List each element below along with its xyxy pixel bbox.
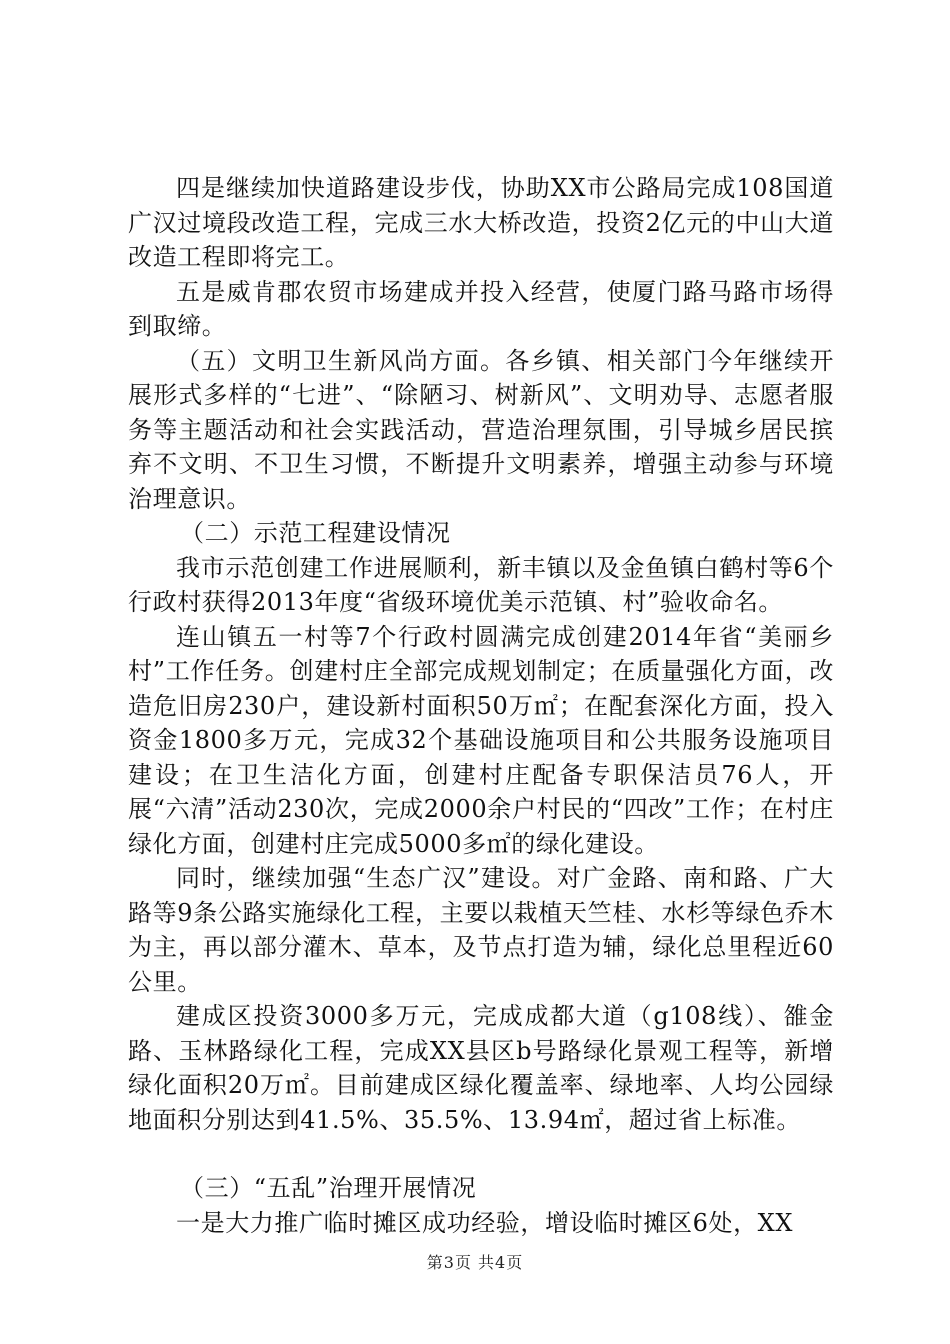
section-heading-demonstration-projects: （二）示范工程建设情况	[180, 519, 451, 547]
paragraph-built-area-greening: 建成区投资3000多万元，完成成都大道（g108线）、雒金路、玉林路绿化工程，完成XX县区b号路绿化景观工程等，新增绿化面积20万㎡。目前建成区绿化覆盖率、绿地率、人均公园绿地面积分别达到41.5%、35.5%、13.94㎡，超过省上标准。	[128, 1002, 834, 1134]
paragraph-demonstration-progress: 我市示范创建工作进展顺利，新丰镇以及金鱼镇白鹤村等6个行政村获得2013年度“省级环境优美示范镇、村”验收命名。	[128, 553, 834, 616]
paragraph-beautiful-villages: 连山镇五一村等7个行政村圆满完成创建2014年省“美丽乡村”工作任务。创建村庄全部完成规划制定；在质量强化方面，改造危旧房230户，建设新村面积50万㎡；在配套深化方面，投入资金1800多万元，完成32个基础设施项目和公共服务设施项目建设；在卫生洁化方面，创建村庄配备专职保洁员76人，开展“六清”活动230次，完成2000余户村民的“四改”工作；在村庄绿化方面，创建村庄完成5000多㎡的绿化建设。	[128, 622, 834, 858]
section-heading-five-chaos: （三）“五乱”治理开展情况	[180, 1174, 477, 1202]
paragraph-ecological-guanghan: 同时，继续加强“生态广汉”建设。对广金路、南和路、广大路等9条公路实施绿化工程，主要以栽植天竺桂、水杉等绿色乔木为主，再以部分灌木、草本，及节点打造为辅，绿化总里程近60公里。	[128, 864, 834, 996]
paragraph-farmers-market: 五是威肯郡农贸市场建成并投入经营，使厦门路马路市场得到取缔。	[128, 277, 834, 340]
page-number-footer: 第3页 共4页	[426, 1253, 524, 1272]
paragraph-road-construction: 四是继续加快道路建设步伐，协助XX市公路局完成108国道广汉过境段改造工程，完成三水大桥改造，投资2亿元的中山大道改造工程即将完工。	[128, 174, 834, 271]
paragraph-civilization-hygiene: （五）文明卫生新风尚方面。各乡镇、相关部门今年继续开展形式多样的“七进”、“除陋习、树新风”、文明劝导、志愿者服务等主题活动和社会实践活动，营造治理氛围，引导城乡居民摈弃不文明、不卫生习惯，不断提升文明素养，增强主动参与环境治理意识。	[128, 346, 834, 513]
paragraph-temporary-stalls: 一是大力推广临时摊区成功经验，增设临时摊区6处，XX	[176, 1208, 794, 1237]
document-body	[128, 171, 834, 1240]
